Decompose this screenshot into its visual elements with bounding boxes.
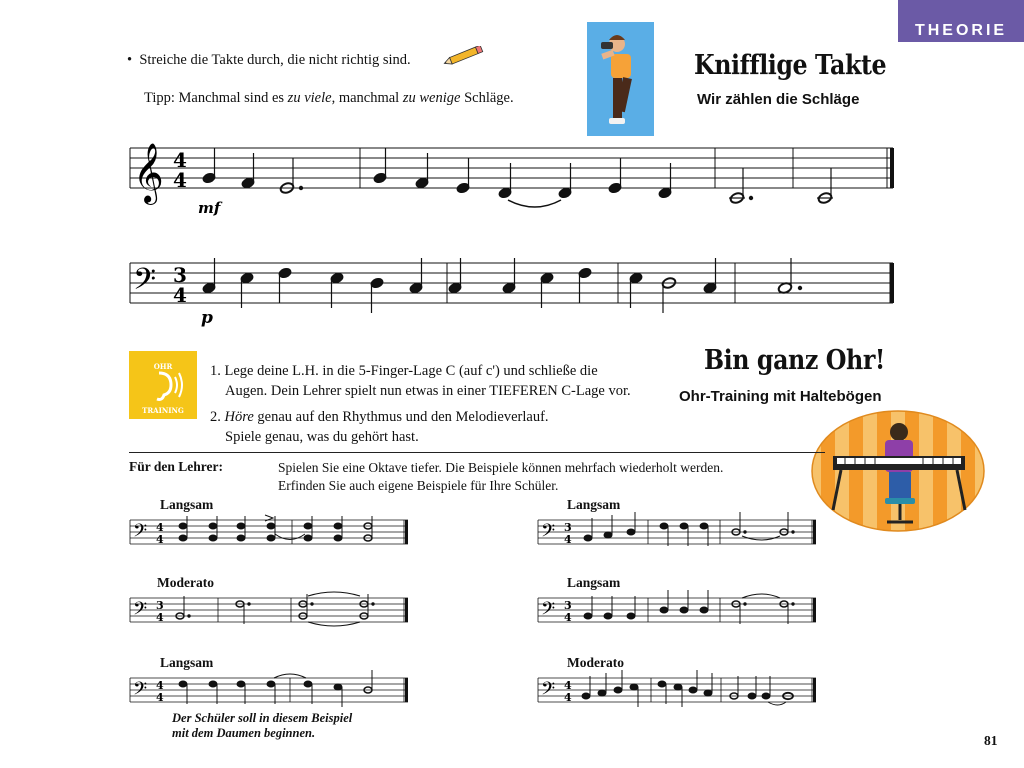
example-staff-1 <box>128 512 413 552</box>
title-bin-ganz-ohr: Bin ganz Ohr! <box>704 345 885 376</box>
svg-text:3: 3 <box>156 599 164 612</box>
svg-text:3: 3 <box>173 263 187 287</box>
svg-text:4: 4 <box>173 168 187 192</box>
teacher-text: Spielen Sie eine Oktave tiefer. Die Beispiele können mehrfach wiederholt werden. Erfinden Sie auch eigene Beispiele für Ihre Schüler. <box>278 460 724 493</box>
svg-text:mf: mf <box>198 199 221 217</box>
teacher-label: Für den Lehrer: <box>129 459 223 474</box>
ear-training-badge <box>129 351 197 419</box>
bass-clef-icon: 𝄢 <box>133 679 148 704</box>
svg-text:4: 4 <box>156 691 164 704</box>
tempo-label: Langsam <box>567 575 621 590</box>
subtitle-wir-zaehlen: Wir zählen die Schläge <box>697 91 860 108</box>
bass-clef-icon: 𝄢 <box>541 521 556 546</box>
bass-clef-icon: 𝄢 <box>133 599 148 624</box>
subtitle-ohr-training: Ohr-Training mit Haltebögen <box>679 388 882 405</box>
svg-text:4: 4 <box>156 521 164 534</box>
svg-text:TRAINING: TRAINING <box>142 406 184 415</box>
tip-text: Tipp: Manchmal sind es zu viele, manchmal zu wenige Schläge. <box>144 90 514 106</box>
keyboard-player-image <box>811 410 986 533</box>
svg-text:OHR: OHR <box>153 362 173 371</box>
example-staff-6 <box>536 670 821 710</box>
step-2: 2. Höre genau auf den Rhythmus und den Melodieverlauf. Spiele genau, was du gehört hast. <box>210 409 549 445</box>
svg-text:4: 4 <box>156 611 164 624</box>
staff-bass <box>125 253 900 333</box>
bass-clef-icon: 𝄢 <box>541 599 556 624</box>
step-1: 1. Lege deine L.H. in die 5-Finger-Lage C (auf c') und schließe die Augen. Dein Lehrer spielt nun etwas in einer TIEFEREN C-Lage vor. <box>210 363 631 399</box>
instruction <box>127 52 411 69</box>
svg-text:3: 3 <box>564 599 572 612</box>
instruction-text: Streiche die Takte durch, die nicht richtig sind. <box>139 52 411 68</box>
svg-text:4: 4 <box>564 533 572 546</box>
footnote: Der Schüler soll in diesem Beispiel mit dem Daumen beginnen. <box>172 711 353 740</box>
theorie-tab <box>898 0 1024 42</box>
page-number: 81 <box>984 733 998 748</box>
treble-clef-icon: 𝄞 <box>133 143 164 203</box>
bass-clef-icon: 𝄢 <box>133 521 148 546</box>
svg-text:4: 4 <box>173 148 187 172</box>
bullet: • <box>127 52 133 68</box>
tempo-label: Moderato <box>567 655 624 670</box>
divider <box>129 452 825 453</box>
svg-text:4: 4 <box>156 533 164 546</box>
boy-binoculars-image <box>587 22 654 136</box>
bass-clef-icon: 𝄢 <box>133 263 157 304</box>
tempo-label: Langsam <box>160 497 214 512</box>
example-staff-3 <box>128 590 413 630</box>
tempo-label: Moderato <box>157 575 214 590</box>
tempo-label: Langsam <box>160 655 214 670</box>
title-knifflige-takte: Knifflige Takte <box>694 50 887 81</box>
staff-treble <box>125 138 900 218</box>
svg-text:4: 4 <box>564 691 572 704</box>
theorie-label: THEORIE <box>914 22 1008 39</box>
pencil-icon <box>440 46 488 66</box>
example-staff-5 <box>128 670 413 710</box>
example-staff-2 <box>536 512 821 552</box>
bass-clef-icon: 𝄢 <box>541 679 556 704</box>
svg-text:4: 4 <box>564 679 572 692</box>
svg-text:4: 4 <box>156 679 164 692</box>
tempo-label: Langsam <box>567 497 621 512</box>
svg-text:4: 4 <box>173 283 187 307</box>
svg-text:4: 4 <box>564 611 572 624</box>
svg-text:p: p <box>201 308 213 328</box>
svg-text:3: 3 <box>564 521 572 534</box>
example-staff-4 <box>536 590 821 630</box>
